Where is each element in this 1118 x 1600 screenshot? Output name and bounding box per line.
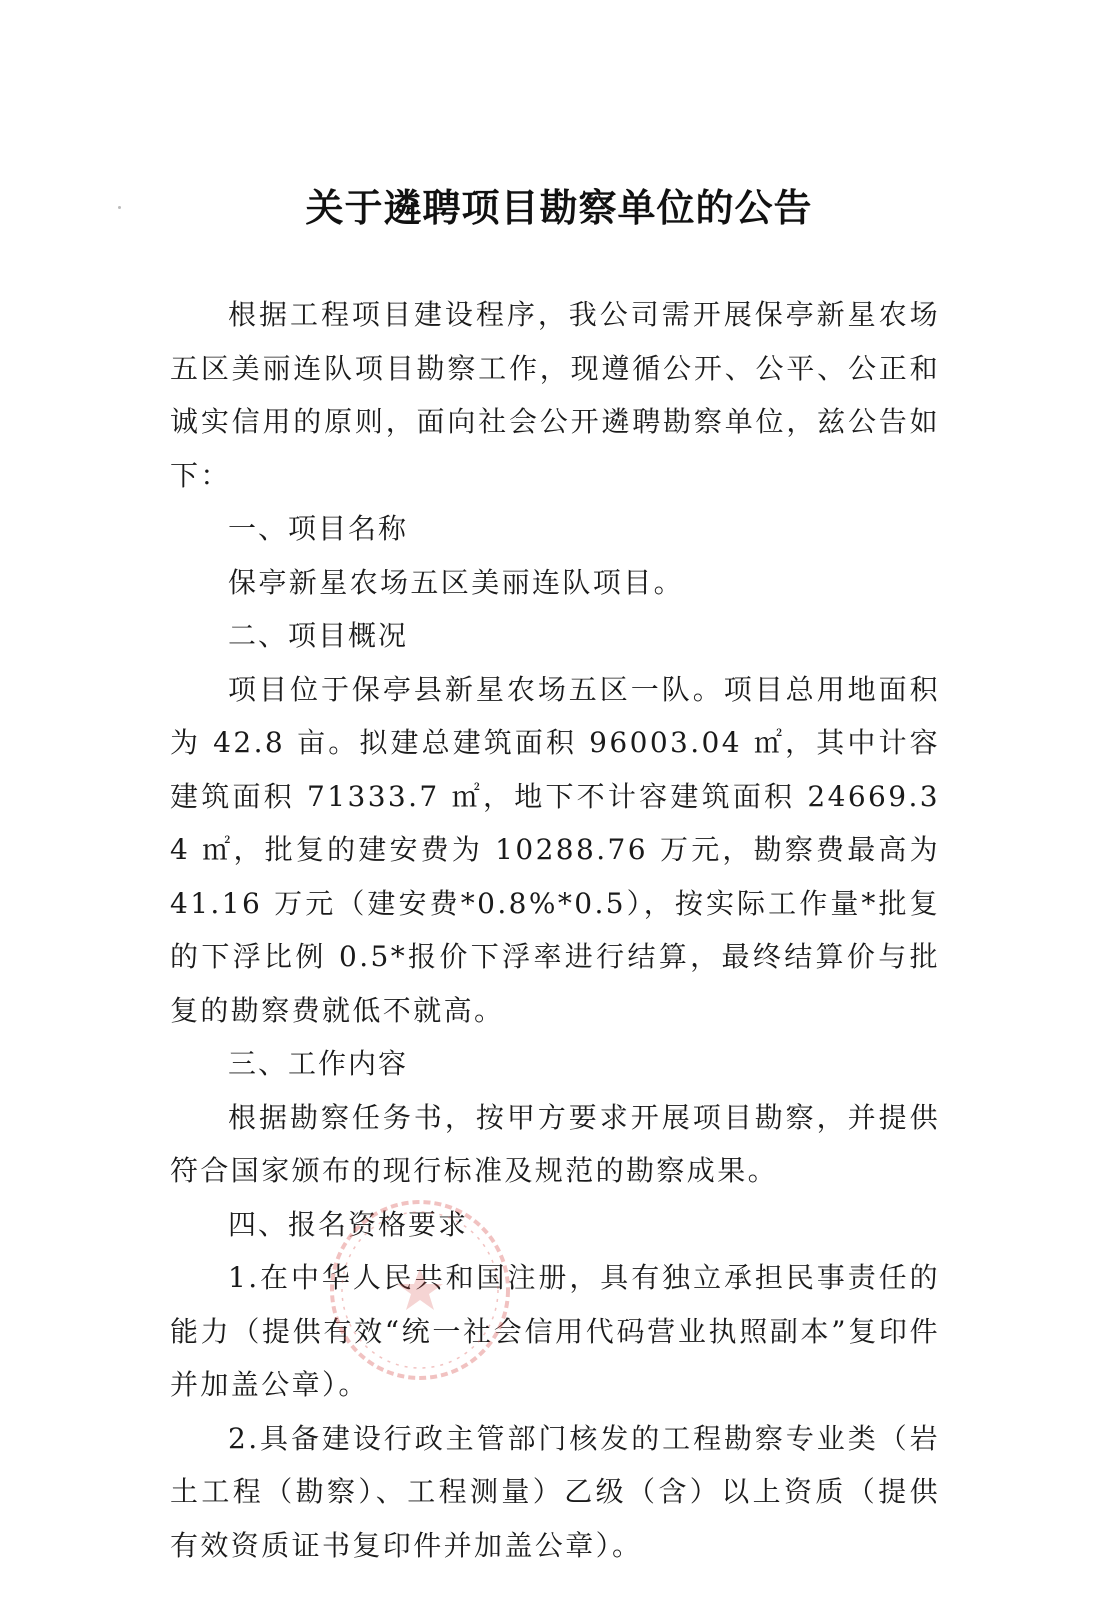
section-paragraph: 项目位于保亭县新星农场五区一队。项目总用地面积为 42.8 亩。拟建总建筑面积 96003.04 ㎡，其中计容建筑面积 71333.7 ㎡，地下不计容建筑面积 24669.34 ㎡，批复的建安费为 10288.76 万元，勘察费最高为 41.16 万元（建安费*0.8%*0.5），按实际工作量*批复的下浮比例 0.5*报价下浮率进行结算，最终结算价与批复的勘察费就低不就高。 xyxy=(170,672,940,1027)
document-title: 关于遴聘项目勘察单位的公告 xyxy=(305,186,813,231)
section-heading-project-overview: 二、项目概况 xyxy=(228,619,409,652)
qualification-item-1: 1.在中华人民共和国注册，具有独立承担民事责任的能力（提供有效“统一社会信用代码营业执照副本”复印件并加盖公章）。 xyxy=(170,1261,940,1401)
document-body xyxy=(170,288,940,1572)
qualification-item-2: 2.具备建设行政主管部门核发的工程勘察专业类（岩土工程（勘察）、工程测量）乙级（含）以上资质（提供有效资质证书复印件并加盖公章）。 xyxy=(170,1421,940,1562)
section-heading-qualification: 四、报名资格要求 xyxy=(228,1207,469,1241)
section-heading-work-content: 三、工作内容 xyxy=(228,1047,409,1080)
section-heading-project-name: 一、项目名称 xyxy=(228,512,409,545)
section-paragraph: 根据勘察任务书，按甲方要求开展项目勘察，并提供符合国家颁布的现行标准及规范的勘察成果。 xyxy=(170,1100,940,1187)
section-paragraph: 保亭新星农场五区美丽连队项目。 xyxy=(228,565,685,599)
intro-paragraph: 根据工程项目建设程序，我公司需开展保亭新星农场五区美丽连队项目勘察工作，现遵循公开、公平、公正和诚实信用的原则，面向社会公开遴聘勘察单位，兹公告如下： xyxy=(170,298,940,492)
